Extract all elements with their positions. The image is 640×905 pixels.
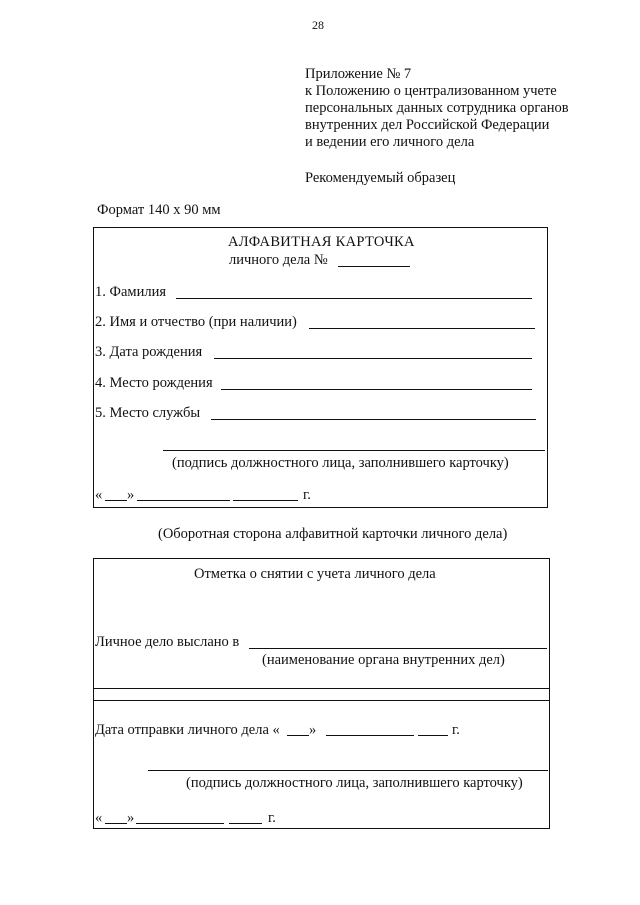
- send-date-day-line: [287, 735, 309, 736]
- back-signature-line: [148, 770, 548, 771]
- appendix-line-1: к Положению о централизованном учете: [305, 83, 557, 99]
- send-date-close: »: [309, 722, 317, 738]
- front-date-close: »: [127, 487, 135, 503]
- back-date-open: «: [95, 810, 103, 826]
- field-surname-line: [176, 298, 532, 299]
- send-date-year-suffix: г.: [452, 722, 460, 738]
- back-separator-bottom: [94, 700, 550, 701]
- format-label: Формат 140 х 90 мм: [97, 202, 221, 218]
- back-date-day-line: [105, 823, 127, 824]
- sent-to-line: [249, 648, 547, 649]
- field-service-line: [211, 419, 536, 420]
- field-birthplace-label: 4. Место рождения: [95, 375, 213, 391]
- case-number-line: [338, 266, 410, 267]
- back-date-year-line: [229, 823, 262, 824]
- front-date-day-line: [105, 500, 127, 501]
- front-date-month-line: [137, 500, 230, 501]
- field-surname-label: 1. Фамилия: [95, 284, 166, 300]
- appendix-line-3: внутренних дел Российской Федерации: [305, 117, 550, 133]
- front-signature-caption: (подпись должностного лица, заполнившего карточку): [172, 455, 509, 471]
- card-front-subtitle: личного дела №: [229, 252, 328, 268]
- recommended-sample: Рекомендуемый образец: [305, 170, 456, 186]
- field-name-label: 2. Имя и отчество (при наличии): [95, 314, 297, 330]
- field-birthplace-line: [221, 389, 532, 390]
- send-date-month-line: [326, 735, 414, 736]
- sent-to-caption: (наименование органа внутренних дел): [262, 652, 505, 668]
- appendix-line-4: и ведении его личного дела: [305, 134, 475, 150]
- card-front-title: АЛФАВИТНАЯ КАРТОЧКА: [228, 234, 415, 250]
- front-year-suffix: г.: [303, 487, 311, 503]
- back-year-suffix: г.: [268, 810, 276, 826]
- field-service-label: 5. Место службы: [95, 405, 201, 421]
- appendix-title: Приложение № 7: [305, 66, 412, 82]
- reverse-side-caption: (Оборотная сторона алфавитной карточки личного дела): [158, 526, 508, 542]
- field-birthdate-label: 3. Дата рождения: [95, 344, 203, 360]
- front-date-year-line: [233, 500, 298, 501]
- back-signature-caption: (подпись должностного лица, заполнившего карточку): [186, 775, 523, 791]
- appendix-line-2: персональных данных сотрудника органов: [305, 100, 569, 116]
- card-back-title: Отметка о снятии с учета личного дела: [194, 566, 436, 582]
- back-separator-top: [94, 688, 550, 689]
- sent-to-label: Личное дело выслано в: [95, 634, 240, 650]
- front-date-open: «: [95, 487, 103, 503]
- back-date-close: »: [127, 810, 135, 826]
- send-date-label: Дата отправки личного дела «: [95, 722, 280, 738]
- back-date-month-line: [136, 823, 224, 824]
- page-number: 28: [312, 18, 324, 32]
- field-name-line: [309, 328, 535, 329]
- front-signature-line: [163, 450, 545, 451]
- send-date-year-line: [418, 735, 448, 736]
- field-birthdate-line: [214, 358, 532, 359]
